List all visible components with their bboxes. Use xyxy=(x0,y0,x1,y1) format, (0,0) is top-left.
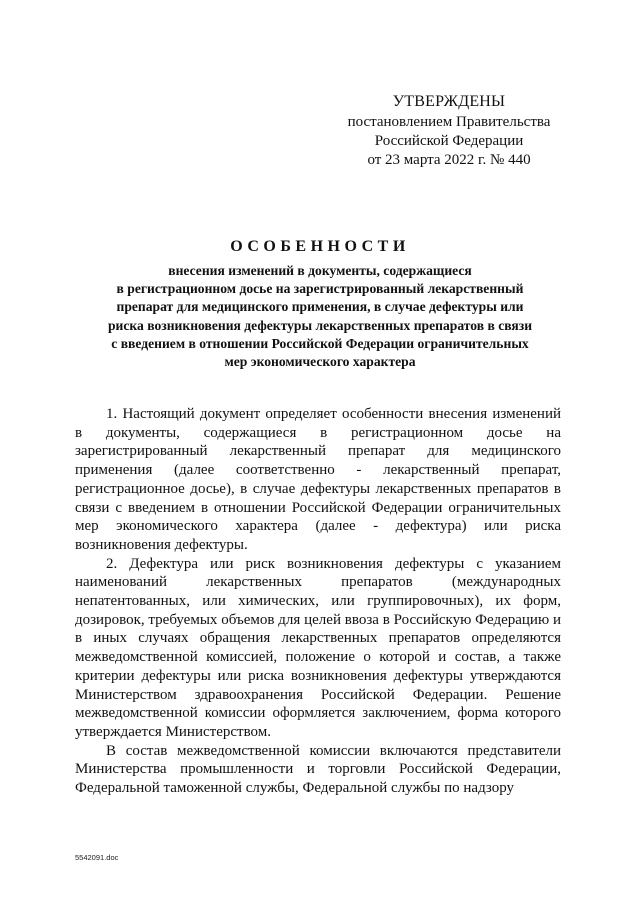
paragraph-3: В состав межведомственной комиссии включаются представители Министерства промышленности и торговли Российской Федерации, Федеральной таможенной службы, Федеральной службы по надзору xyxy=(75,742,561,797)
subtitle-line: риска возникновения дефектуры лекарственных препаратов в связи xyxy=(107,317,533,333)
document-title: ОСОБЕННОСТИ xyxy=(230,238,410,255)
document-body xyxy=(75,405,561,798)
approval-line-decree: постановлением Правительства xyxy=(347,114,551,130)
document-subtitle xyxy=(70,262,570,371)
subtitle-line: внесения изменений в документы, содержащиеся xyxy=(168,263,472,278)
paragraph-1: 1. Настоящий документ определяет особенности внесения изменений в документы, содержащиеся в регистрационном досье на зарегистрированный лекарственный препарат для медицинского применения (далее соответственно - лекарственный препарат, регистрационное досье), в случае дефектуры лекарственных препаратов в связи с введением в отношении Российской Федерации ограничительных мер экономического характера (далее - дефектура) или риска возникновения дефектуры. xyxy=(75,406,561,553)
approval-line-country: Российской Федерации xyxy=(374,133,524,149)
approval-line-date-number: от 23 марта 2022 г. № 440 xyxy=(367,152,531,168)
approval-block xyxy=(338,92,560,170)
subtitle-line: в регистрационном досье на зарегистрированный лекарственный xyxy=(116,281,524,297)
paragraph-2: 2. Дефектура или риск возникновения дефектуры с указанием наименований лекарственных препаратов (международных непатентованных, или химических, или группировочных), их форм, дозировок, требуемых объемов для целей ввоза в Российскую Федерацию и в иных случаях обращения лекарственных препаратов определяются межведомственной комиссией, положение о которой и состав, а также критерии дефектуры или риска возникновения дефектуры утверждаются Министерством здравоохранения Российской Федерации. Решение межведомственной комиссии оформляется заключением, форма которого утверждается Министерством. xyxy=(75,555,561,740)
document-file-code: 5542091.doc xyxy=(75,853,119,862)
subtitle-line: мер экономического характера xyxy=(224,354,416,370)
approval-heading: УТВЕРЖДЕНЫ xyxy=(392,93,506,110)
subtitle-line: с введением в отношении Российской Федерации ограничительных xyxy=(111,335,529,351)
subtitle-line: препарат для медицинского применения, в случае дефектуры или xyxy=(116,299,524,315)
